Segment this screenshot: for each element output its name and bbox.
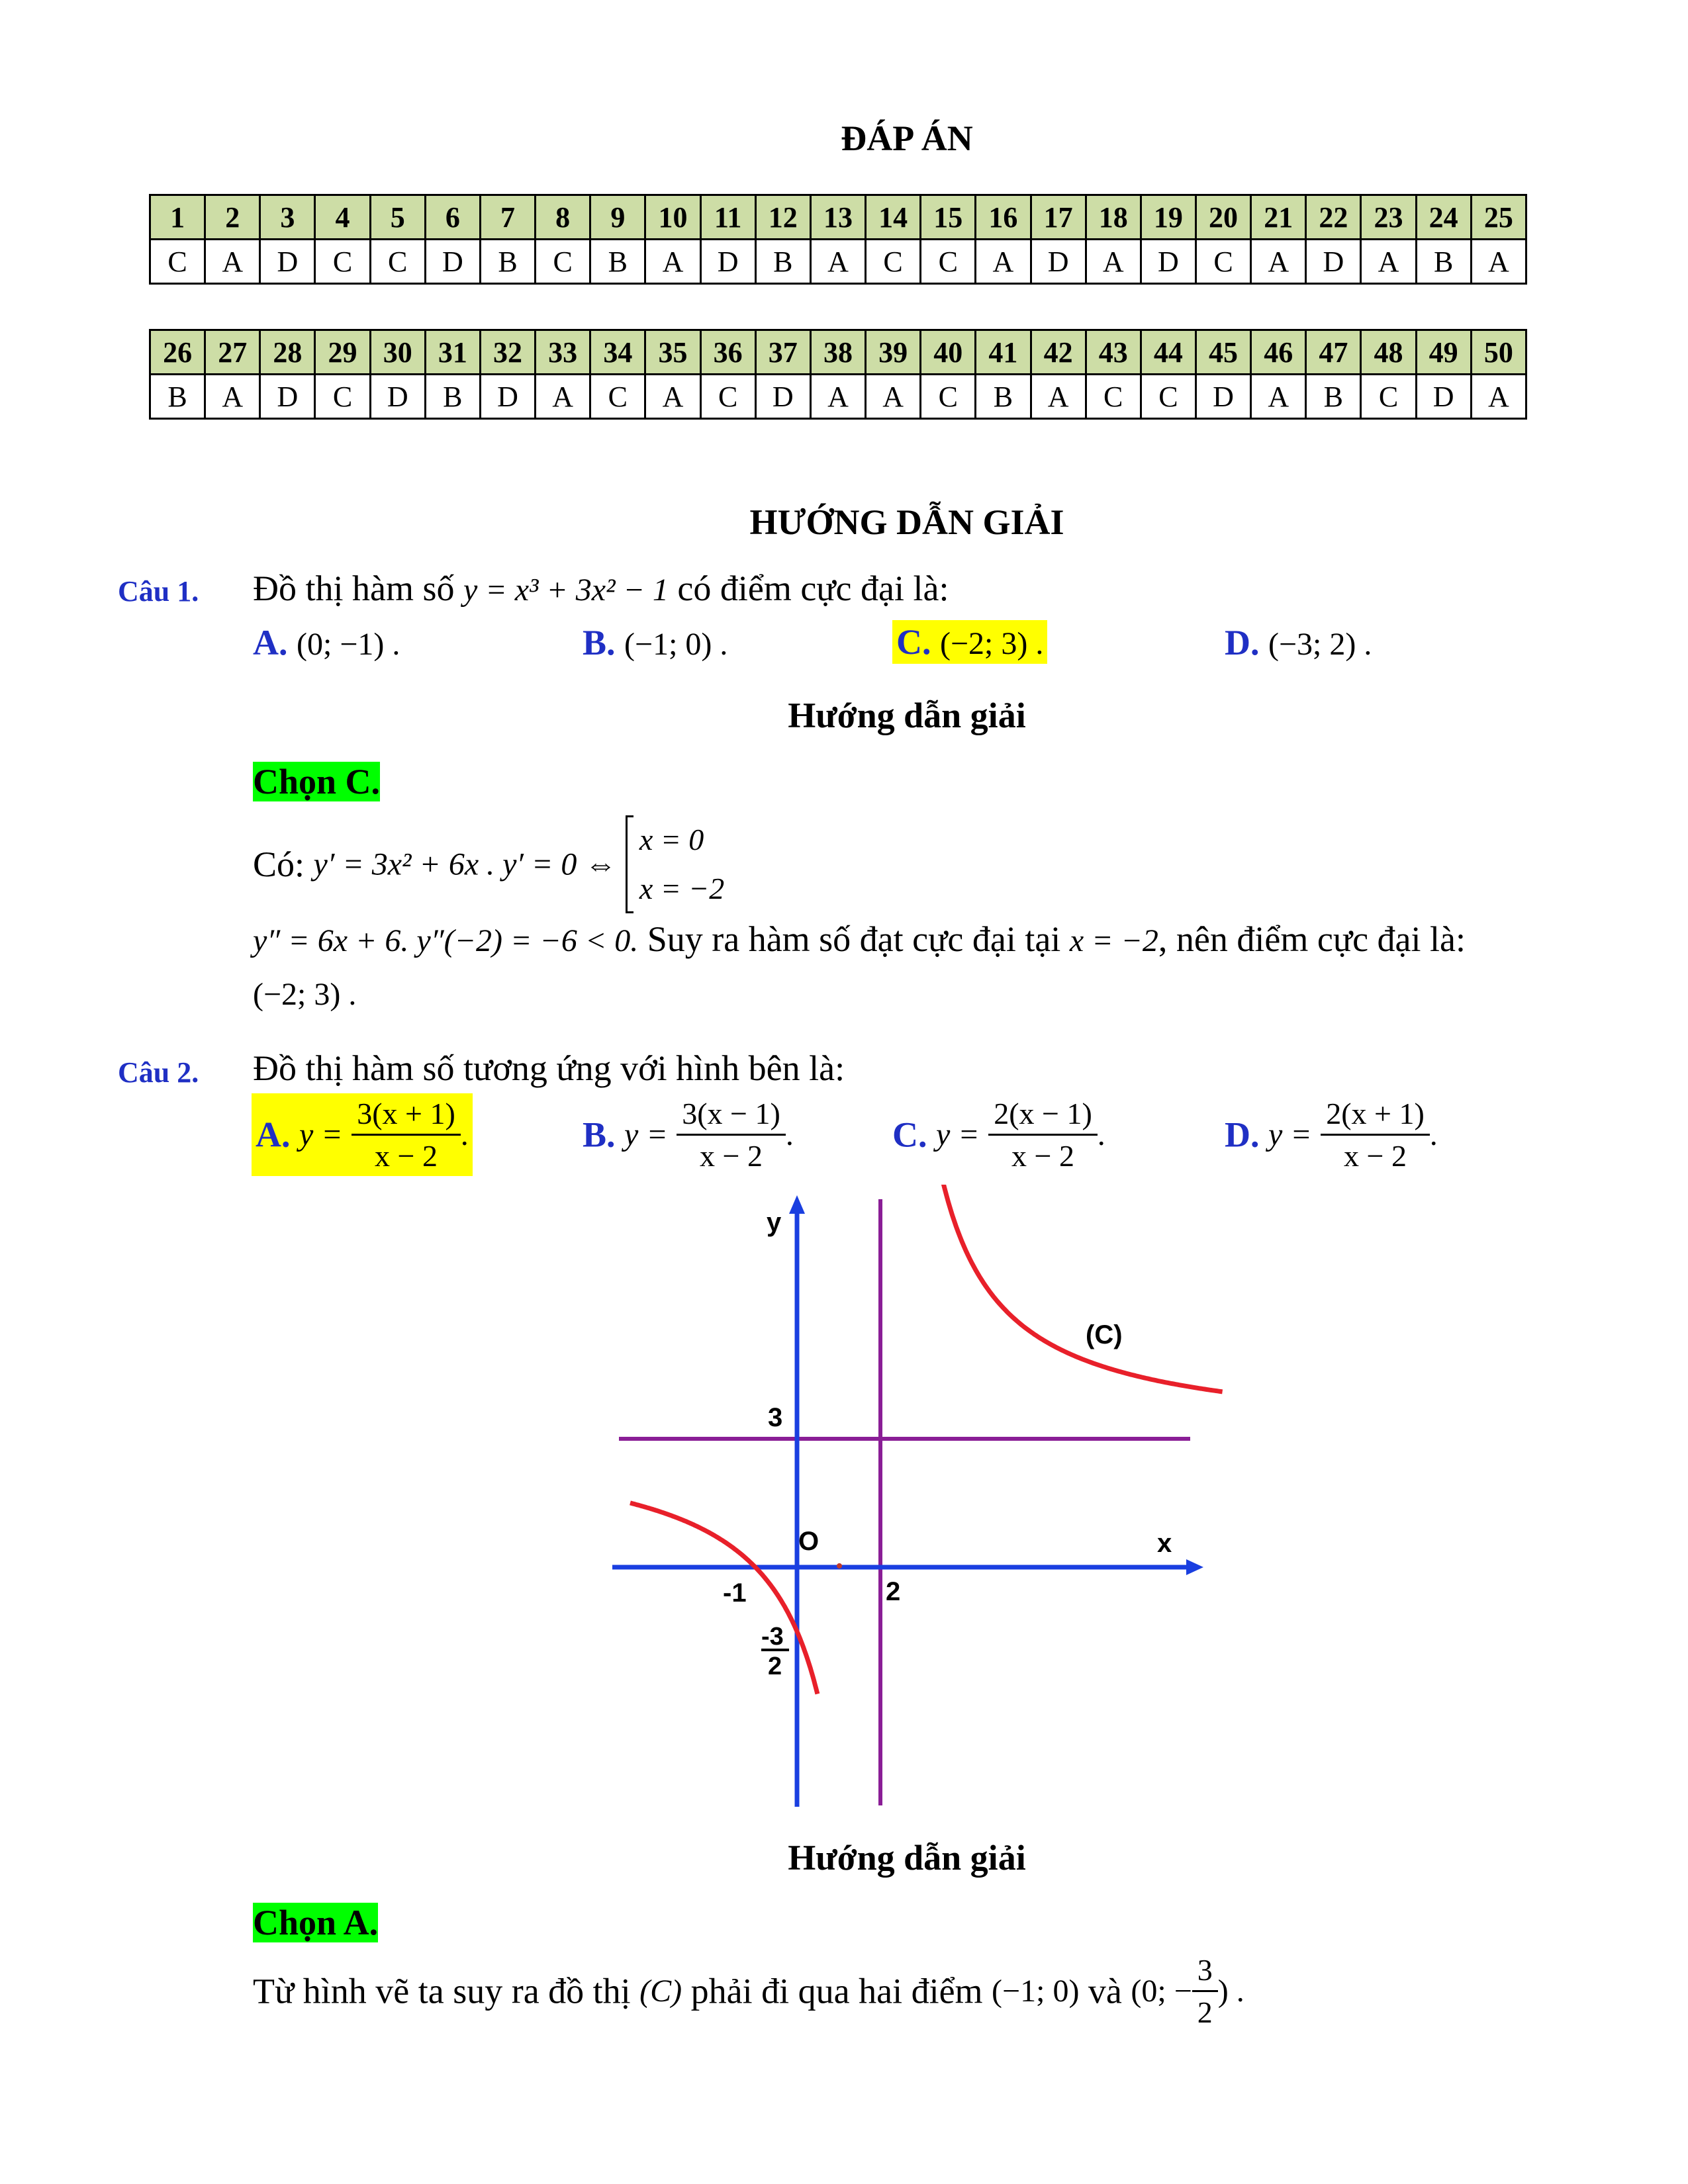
- answer-number-cell: 38: [810, 330, 865, 375]
- answer-number-cell: 44: [1141, 330, 1196, 375]
- q1-option-b: [583, 622, 727, 663]
- answer-number-cell: 37: [755, 330, 810, 375]
- answer-number-cell: 19: [1141, 195, 1196, 240]
- q2-option-fraction: [352, 1096, 461, 1173]
- answer-letter-cell: C: [921, 375, 976, 419]
- origin-label: O: [798, 1527, 820, 1556]
- answer-letter-cell: B: [1306, 375, 1361, 419]
- q2-option-lhs: y =: [624, 1117, 668, 1152]
- small-marker: [837, 1563, 842, 1569]
- fraction-numerator: 3: [1192, 1952, 1218, 1992]
- answer-letter-cell: A: [645, 240, 700, 284]
- answer-number-cell: 20: [1196, 195, 1250, 240]
- q1-text-prefix: Đồ thị hàm số: [253, 569, 455, 608]
- answer-letter-cell: A: [205, 240, 260, 284]
- q2-conclusion-and: và: [1088, 1971, 1122, 2011]
- q2-option-fraction: [677, 1096, 786, 1173]
- q2-option-end: .: [1429, 1117, 1438, 1152]
- y-axis-arrow-icon: [789, 1195, 805, 1214]
- fraction-numerator: 2(x + 1): [1321, 1096, 1430, 1136]
- answer-number-cell: 3: [260, 195, 315, 240]
- answer-number-cell: 18: [1086, 195, 1141, 240]
- tick-label-minus1: -1: [723, 1578, 747, 1608]
- q2-point2-fraction: [1192, 1952, 1218, 2030]
- q2-option-end: .: [1097, 1117, 1105, 1152]
- answer-number-cell: 33: [536, 330, 590, 375]
- answer-number-cell: 14: [866, 195, 921, 240]
- answer-number-cell: 36: [700, 330, 755, 375]
- q2-option-letter: D.: [1225, 1115, 1260, 1155]
- answer-number-cell: 15: [921, 195, 976, 240]
- q1-line2-math: y″ = 6x + 6. y″(−2) = −6 < 0.: [253, 923, 639, 958]
- q1-option-a: [253, 622, 400, 663]
- answer-number-cell: 5: [370, 195, 425, 240]
- x-axis-label: x: [1157, 1529, 1172, 1558]
- answer-number-cell: 28: [260, 330, 315, 375]
- answer-number-cell: 8: [536, 195, 590, 240]
- q2-option-fraction: [988, 1096, 1098, 1173]
- fraction-denominator: x − 2: [1344, 1139, 1407, 1173]
- q1-option-letter: A.: [253, 623, 288, 662]
- q1-option-d: [1225, 622, 1372, 663]
- q2-choice: [253, 1902, 378, 1943]
- q2-point2-prefix: (0; −: [1131, 1974, 1192, 2009]
- q1-line1-prefix: Có:: [253, 844, 305, 884]
- answer-letter-cell: C: [1141, 375, 1196, 419]
- solution-title: HƯỚNG DẪN GIẢI: [749, 502, 1064, 542]
- answer-number-cell: 10: [645, 195, 700, 240]
- answer-number-cell: 32: [480, 330, 535, 375]
- answer-letter-cell: A: [645, 375, 700, 419]
- answer-number-cell: 34: [590, 330, 645, 375]
- q1-choice-text: Chọn C.: [253, 762, 381, 801]
- q1-line2-x: x = −2: [1069, 923, 1158, 958]
- answer-letter-cell: B: [425, 375, 480, 419]
- q2-option-c: [892, 1096, 1105, 1173]
- answer-letter-cell: C: [921, 240, 976, 284]
- answer-letter-cell: D: [480, 375, 535, 419]
- answer-number-cell: 49: [1416, 330, 1471, 375]
- answer-letter-cell: A: [1086, 240, 1141, 284]
- answer-number-cell: 27: [205, 330, 260, 375]
- answer-letter-cell: D: [1416, 375, 1471, 419]
- answer-letter-cell: B: [976, 375, 1031, 419]
- answer-number-cell: 40: [921, 330, 976, 375]
- q2-conclusion-mid: phải đi qua hai điểm: [690, 1971, 983, 2011]
- q2-guide-heading: Hướng dẫn giải: [788, 1838, 1026, 1878]
- answer-number-cell: 42: [1031, 330, 1086, 375]
- q2-option-lhs: y =: [1268, 1117, 1312, 1152]
- tick-frac-num: -3: [761, 1623, 784, 1651]
- q2-option-d: [1225, 1096, 1438, 1173]
- answer-letter-cell: A: [1251, 375, 1306, 419]
- answer-number-cell: 24: [1416, 195, 1471, 240]
- answer-letter-cell: D: [260, 240, 315, 284]
- answer-letter-cell: A: [1251, 240, 1306, 284]
- curve-label: (C): [1086, 1320, 1123, 1349]
- answer-number-cell: 2: [205, 195, 260, 240]
- answer-letter-cell: B: [755, 240, 810, 284]
- answer-letter-cell: C: [700, 375, 755, 419]
- answer-letter-cell: A: [1471, 375, 1526, 419]
- q2-point2-suffix: ) .: [1217, 1974, 1244, 2009]
- answer-letter-cell: D: [1306, 240, 1361, 284]
- answer-table-1: [149, 194, 1527, 285]
- q2-choice-text: Chọn A.: [253, 1903, 379, 1942]
- q2-option-lhs: y =: [299, 1117, 343, 1152]
- q1-derivative-line: [253, 815, 724, 913]
- q1-option-c: [892, 620, 1047, 664]
- q1-line1-math: y′ = 3x² + 6x . y′ = 0 ⇔: [313, 846, 617, 882]
- answer-number-cell: 48: [1361, 330, 1416, 375]
- answer-number-cell: 31: [425, 330, 480, 375]
- answer-number-cell: 11: [700, 195, 755, 240]
- answer-number-cell: 16: [976, 195, 1031, 240]
- tick-label-2: 2: [886, 1577, 901, 1606]
- q1-case2: x = −2: [639, 872, 725, 905]
- answer-key-title: ĐÁP ÁN: [841, 118, 973, 158]
- answer-letter-cell: D: [425, 240, 480, 284]
- answer-number-cell: 21: [1251, 195, 1306, 240]
- fraction-numerator: 3(x + 1): [352, 1096, 461, 1136]
- answer-number-cell: 39: [866, 330, 921, 375]
- answer-letter-cell: C: [866, 240, 921, 284]
- q1-option-value: (0; −1) .: [297, 627, 400, 662]
- q2-option-letter: A.: [256, 1115, 291, 1155]
- answer-number-cell: 1: [150, 195, 205, 240]
- answer-letter-cell: B: [150, 375, 205, 419]
- q1-option-value: (−3; 2) .: [1268, 627, 1372, 662]
- q1-option-value: (−2; 3) .: [940, 626, 1044, 661]
- answer-letter-cell: C: [590, 375, 645, 419]
- answer-number-cell: 13: [810, 195, 865, 240]
- answer-letter-cell: D: [370, 375, 425, 419]
- answer-letter-cell: D: [1031, 240, 1086, 284]
- answer-number-cell: 12: [755, 195, 810, 240]
- q1-option-value: (−1; 0) .: [624, 627, 728, 662]
- answer-number-cell: 41: [976, 330, 1031, 375]
- answer-number-cell: 26: [150, 330, 205, 375]
- q1-result: (−2; 3) .: [253, 977, 357, 1012]
- x-axis-arrow-icon: [1186, 1559, 1203, 1575]
- q2-option-fraction: [1321, 1096, 1430, 1173]
- q1-option-letter: D.: [1225, 623, 1260, 662]
- q2-point1: (−1; 0): [992, 1974, 1080, 2009]
- q1-label: Câu 1.: [118, 575, 199, 608]
- q2-option-a: [252, 1093, 473, 1176]
- q2-label: Câu 2.: [118, 1056, 199, 1089]
- tick-label-3: 3: [768, 1403, 783, 1432]
- fraction-denominator: 2: [1197, 1995, 1213, 2029]
- fraction-numerator: 3(x − 1): [677, 1096, 786, 1136]
- q2-stem: Đồ thị hàm số tương ứng với hình bên là:: [253, 1048, 845, 1088]
- q2-conclusion-prefix: Từ hình vẽ ta suy ra đồ thị: [253, 1971, 631, 2011]
- answer-number-cell: 30: [370, 330, 425, 375]
- fraction-numerator: 2(x − 1): [988, 1096, 1098, 1136]
- answer-number-cell: 29: [315, 330, 370, 375]
- q1-cases: [626, 815, 725, 913]
- answer-number-cell: 46: [1251, 330, 1306, 375]
- answer-number-cell: 45: [1196, 330, 1250, 375]
- fraction-denominator: x − 2: [700, 1139, 763, 1173]
- answer-letter-cell: A: [810, 240, 865, 284]
- q2-conclusion: [253, 1952, 1244, 2030]
- answer-number-cell: 17: [1031, 195, 1086, 240]
- q1-line2-text: Suy ra hàm số đạt cực đại tại: [647, 919, 1061, 959]
- q1-stem: [253, 568, 949, 609]
- q2-graph: [596, 1185, 1225, 1820]
- answer-letter-cell: B: [1416, 240, 1471, 284]
- fraction-denominator: x − 2: [1011, 1139, 1074, 1173]
- fraction-denominator: x − 2: [375, 1139, 438, 1173]
- q2-option-end: .: [460, 1117, 469, 1152]
- curve-right-branch: [910, 1185, 1223, 1392]
- q2-option-b: [583, 1096, 794, 1173]
- answer-letter-cell: D: [1141, 240, 1196, 284]
- answer-letter-cell: D: [700, 240, 755, 284]
- q1-guide-heading: Hướng dẫn giải: [788, 696, 1026, 735]
- tick-frac-den: 2: [768, 1653, 782, 1680]
- answer-letter-cell: D: [1196, 375, 1250, 419]
- q2-option-lhs: y =: [936, 1117, 980, 1152]
- q1-option-letter: C.: [896, 622, 931, 662]
- answer-number-cell: 7: [480, 195, 535, 240]
- y-axis-label: y: [767, 1208, 782, 1237]
- answer-letter-cell: A: [536, 375, 590, 419]
- answer-letter-cell: A: [1361, 240, 1416, 284]
- answer-letter-cell: C: [150, 240, 205, 284]
- q1-function: y = x³ + 3x² − 1: [463, 572, 669, 608]
- answer-letter-cell: C: [1196, 240, 1250, 284]
- answer-number-cell: 50: [1471, 330, 1526, 375]
- answer-number-cell: 25: [1471, 195, 1526, 240]
- answer-letter-cell: C: [1086, 375, 1141, 419]
- answer-letter-cell: C: [536, 240, 590, 284]
- answer-letter-cell: D: [755, 375, 810, 419]
- answer-number-cell: 47: [1306, 330, 1361, 375]
- q2-conclusion-c: (C): [639, 1974, 682, 2009]
- q1-text-suffix: có điểm cực đại là:: [677, 569, 949, 608]
- q1-line2-end: , nên điểm cực đại là:: [1158, 919, 1466, 959]
- answer-number-cell: 4: [315, 195, 370, 240]
- q2-option-end: .: [785, 1117, 794, 1152]
- answer-number-cell: 35: [645, 330, 700, 375]
- q1-second-derivative-line: [253, 919, 1466, 960]
- q2-option-letter: B.: [583, 1115, 616, 1155]
- answer-letter-cell: A: [976, 240, 1031, 284]
- answer-letter-cell: A: [866, 375, 921, 419]
- answer-number-cell: 6: [425, 195, 480, 240]
- answer-letter-cell: A: [1471, 240, 1526, 284]
- answer-letter-cell: C: [1361, 375, 1416, 419]
- answer-letter-cell: C: [370, 240, 425, 284]
- answer-letter-cell: A: [205, 375, 260, 419]
- answer-table-2: [149, 329, 1527, 420]
- answer-letter-cell: A: [1031, 375, 1086, 419]
- answer-letter-cell: C: [315, 375, 370, 419]
- answer-letter-cell: A: [810, 375, 865, 419]
- q1-choice: [253, 761, 380, 802]
- q1-option-letter: B.: [583, 623, 616, 662]
- q1-case1: x = 0: [639, 823, 704, 856]
- answer-letter-cell: B: [590, 240, 645, 284]
- answer-letter-cell: C: [315, 240, 370, 284]
- answer-number-cell: 23: [1361, 195, 1416, 240]
- answer-letter-cell: B: [480, 240, 535, 284]
- answer-number-cell: 22: [1306, 195, 1361, 240]
- answer-number-cell: 9: [590, 195, 645, 240]
- answer-number-cell: 43: [1086, 330, 1141, 375]
- answer-letter-cell: D: [260, 375, 315, 419]
- q2-option-letter: C.: [892, 1115, 927, 1155]
